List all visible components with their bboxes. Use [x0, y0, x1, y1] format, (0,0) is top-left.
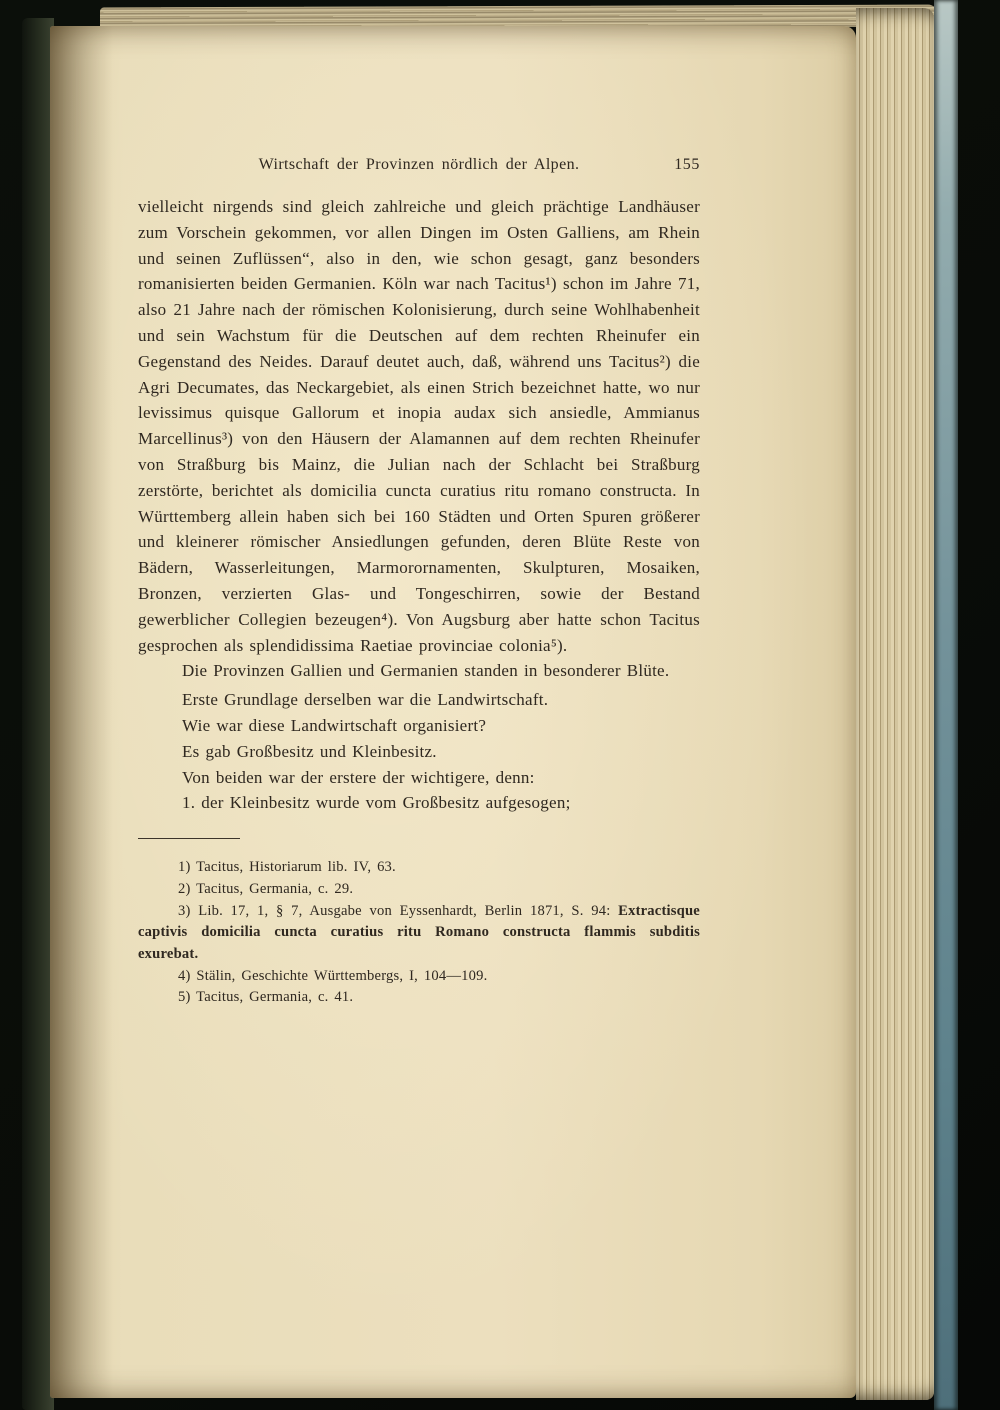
footnote [138, 966, 700, 988]
paragraph: Erste Grundlage derselben war die Landwirtschaft. [182, 690, 549, 710]
footnote-text: 4) Stälin, Geschichte Württembergs, I, 104—109. [178, 967, 488, 984]
page-content [138, 156, 700, 1009]
footnote-text: 5) Tacitus, Germania, c. 41. [178, 989, 354, 1006]
binding-shadow [50, 26, 120, 1398]
header-title: Wirtschaft der Provinzen nördlich der Alpen. [258, 156, 580, 173]
footnote [138, 987, 700, 1009]
paragraph: vielleicht nirgends sind gleich zahlreiche und gleich prächtige Landhäuser zum Vorschein gekommen, vor allen Dingen im Osten Galliens, am Rhein und seinen Zuflüssen“, also in den, wie schon gesagt, ganz besonders romanisierten beiden Germanien. Köln war nach Tacitus¹) schon im Jahre 71, also 21 Jahre nach der römischen Kolonisierung, durch seine Wohlhabenheit und sein Wachstum für die Deutschen auf dem rechten Rheinufer ein Gegenstand des Neides. Darauf deutet auch, daß, während uns Tacitus²) die Agri Decumates, das Neckargebiet, als einen Strich bezeichnet hatte, wo nur levissimus quisque Gallorum et inopia audax sich ansiedle, Ammianus Marcellinus³) von den Häusern der Alamannen auf dem rechten Rheinufer von Straßburg bis Mainz, die Julian nach der Schlacht bei Straßburg zerstörte, berichtet als domicilia cuncta curatius ritu romano constructa. In Württemberg allein haben sich bei 160 Städten und Orten Spuren größerer und kleinerer römischer Ansiedlungen gefunden, deren Blüte Reste von Bädern, Wasserleitungen, Marmorornamenten, Skulpturen, Mosaiken, Bronzen, verzierten Glas- und Tongeschirren, sowie der Bestand gewerblicher Collegien bezeugen⁴). Von Augsburg aber hatte schon Tacitus gesprochen als splendidissima Raetiae provinciae colonia⁵). [138, 197, 700, 655]
footnote [138, 901, 700, 966]
footnote [138, 857, 700, 879]
book-page [50, 26, 856, 1398]
footnote-text: 2) Tacitus, Germania, c. 29. [178, 880, 354, 897]
footnote-text: 3) Lib. 17, 1, § 7, Ausgabe von Eyssenhardt, Berlin 1871, S. 94: [178, 902, 619, 919]
paragraph: Wie war diese Landwirtschaft organisiert? [182, 715, 487, 735]
footnote-rule [138, 838, 240, 839]
footnote-text: 1) Tacitus, Historiarum lib. IV, 63. [178, 859, 396, 876]
body-text [138, 194, 700, 816]
paragraph: Die Provinzen Gallien und Germanien standen in besonderer Blüte. [182, 661, 670, 681]
footnotes [138, 857, 700, 1009]
footnote [138, 879, 700, 901]
page-number: 155 [674, 156, 700, 173]
paragraph: Von beiden war der erstere der wichtigere, denn: [182, 767, 535, 787]
book-cover-right [934, 0, 958, 1410]
page-stack-right-edge [856, 8, 934, 1400]
paragraph: Es gab Großbesitz und Kleinbesitz. [182, 741, 437, 761]
footnote-latin-quote: Extractisque captivis domicilia cuncta curatius ritu Romano constructa flammis subditis exurebat. [138, 902, 700, 962]
paragraph: 1. der Kleinbesitz wurde vom Großbesitz aufgesogen; [182, 793, 571, 813]
running-header [138, 156, 700, 174]
